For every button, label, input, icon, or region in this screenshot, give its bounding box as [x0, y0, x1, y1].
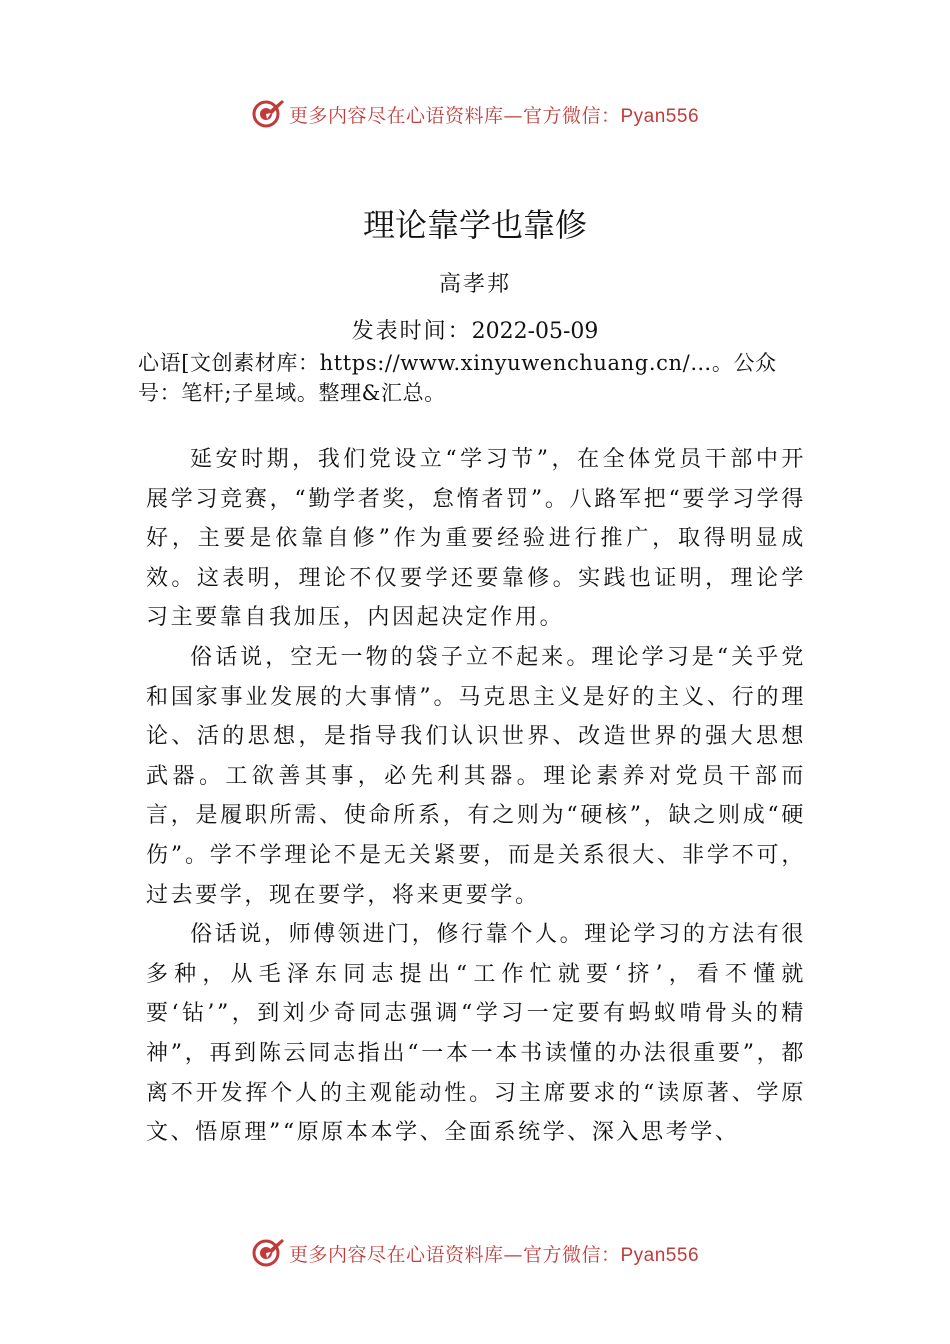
- publish-date-value: 2022-05-09: [471, 319, 599, 344]
- pen-logo-icon: [251, 97, 285, 131]
- watermark-handle: Pyan556: [620, 105, 700, 127]
- publish-date: [0, 317, 950, 347]
- watermark-text: 更多内容尽在心语资料库—官方微信：Pyan556: [288, 104, 700, 127]
- source-note: 心语[文创素材库：https://www.xinyuwenchuang.cn/…。公众号：笔杆;子星域。整理&汇总。: [138, 351, 777, 405]
- watermark-banner-bottom: [0, 1233, 950, 1273]
- paragraph: 俗话说，空无一物的袋子立不起来。理论学习是“关乎党和国家事业发展的大事情”。马克思主义是好的主义、行的理论、活的思想，是指导我们认识世界、改造世界的强大思想武器。工欲善其事，必先利其器。理论素养对党员干部而言，是履职所需、使命所系，有之则为“硬核”，缺之则成“硬伤”。学不学理论不是无关紧要，而是关系很大、非学不可，过去要学，现在要学，将来更要学。: [146, 644, 806, 908]
- paragraph: 延安时期，我们党设立“学习节”，在全体党员干部中开展学习竞赛，“勤学者奖，怠惰者罚”。八路军把“要学习学得好，主要是依靠自修”作为重要经验进行推广，取得明显成效。这表明，理论不仅要学还要靠修。实践也证明，理论学习主要靠自我加压，内因起决定作用。: [146, 447, 806, 631]
- pen-logo-icon: [251, 1236, 285, 1270]
- watermark-handle: Pyan556: [620, 1244, 700, 1266]
- watermark-text: 更多内容尽在心语资料库—官方微信：Pyan556: [288, 1243, 700, 1266]
- paragraph: 俗话说，师傅领进门，修行靠个人。理论学习的方法有很多种，从毛泽东同志提出“工作忙就要‘挤’，看不懂就要‘钻’”，到刘少奇同志强调“学习一定要有蚂蚁啃骨头的精神”，再到陈云同志指出“一本一本书读懂的办法很重要”，都离不开发挥个人的主观能动性。习主席要求的“读原著、学原文、悟原理”“原原本本学、全面系统学、深入思考学、: [146, 922, 806, 1146]
- article-author: 高孝邦: [438, 272, 511, 297]
- publish-date-label: 发表时间：: [351, 319, 472, 344]
- article-title: 理论靠学也靠修: [362, 206, 587, 244]
- article-body: [146, 440, 806, 1153]
- watermark-banner-top: [0, 94, 950, 134]
